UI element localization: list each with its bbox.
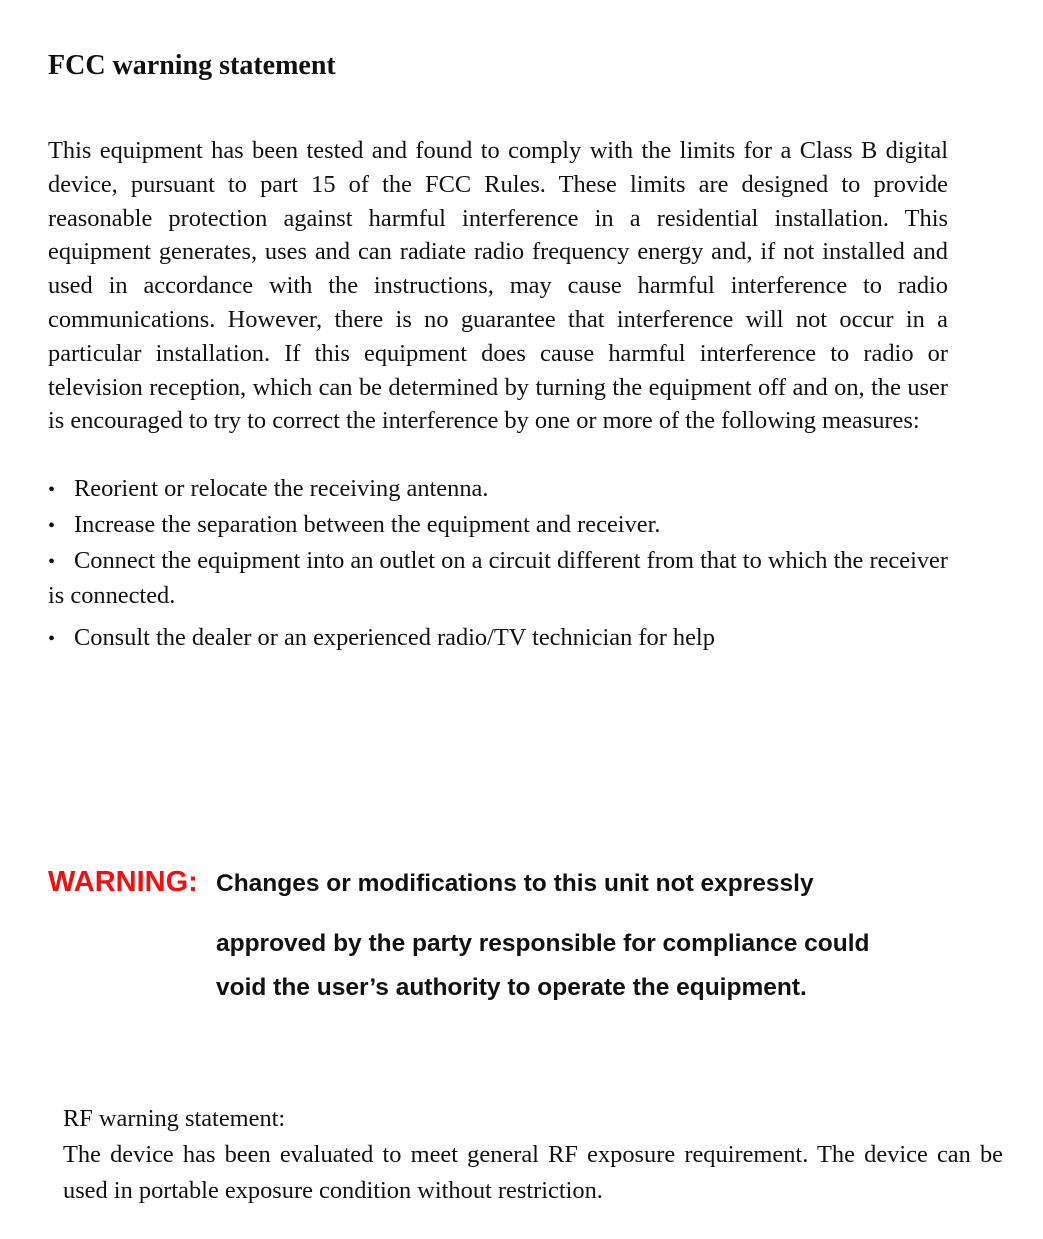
fcc-title: FCC warning statement [48,50,336,81]
warning-label: WARNING: [48,866,198,898]
measures-list [48,472,948,657]
bullet-icon: • [48,628,56,651]
rf-section [63,1101,1003,1209]
fcc-paragraph: This equipment has been tested and found to comply with the limits for a Class B digital device, pursuant to part 15 of the FCC Rules. These limits are designed to provide reasonable protection against harmful interference in a residential installation. This equipment generates, uses and can radiate radio frequency energy and, if not installed and used in accordance with the instructions, may cause harmful interference to radio communications. However, there is no guarantee that interference will not occur in a particular installation. If this equipment does cause harmful interference to radio or television reception, which can be determined by turning the equipment off and on, the user is encouraged to try to correct the interference by one or more of the following measures: [48,137,948,435]
bullet-icon: • [48,479,56,501]
list-item [48,472,948,508]
list-item [48,508,948,544]
measure-text: Increase the separation between the equipment and receiver. [74,510,661,538]
rf-text: The device has been evaluated to meet general RF exposure requirement. The device can be used in portable exposure condition without restriction. [63,1141,1003,1204]
measure-text: Connect the equipment into an outlet on a circuit different from that to which the receiver is connected. [48,546,948,610]
rf-heading: RF warning statement: [63,1105,286,1132]
measure-text: Consult the dealer or an experienced radio/TV technician for help [74,624,715,652]
list-item [48,544,948,614]
measure-text: Reorient or relocate the receiving antenna. [74,475,489,502]
bullet-icon: • [48,514,56,537]
bullet-icon: • [48,550,56,573]
warning-line-2: approved by the party responsible for compliance could [216,930,870,957]
warning-line-3: void the user’s authority to operate the equipment. [216,974,807,1001]
warning-line-1: Changes or modifications to this unit not expressly [216,870,814,897]
list-item [48,621,948,657]
